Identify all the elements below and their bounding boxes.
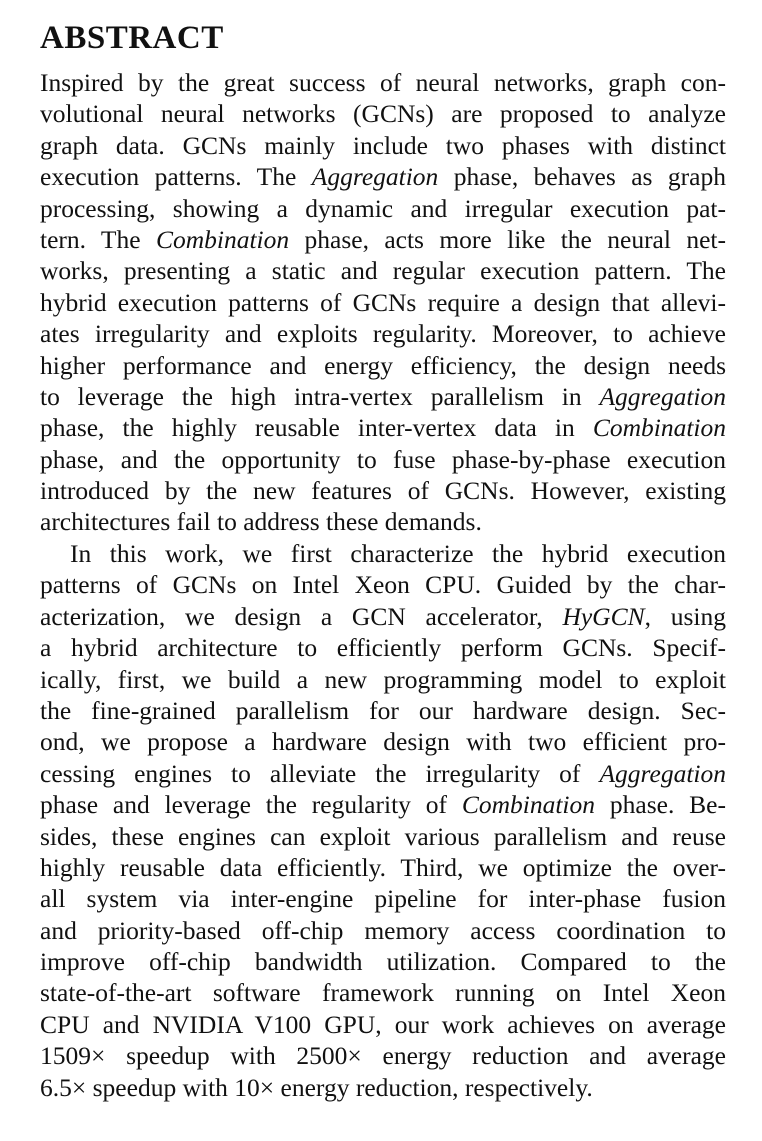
text-line — [40, 632, 726, 663]
text-line — [40, 350, 726, 381]
text-run: volutional neural networks (GCNs) are proposed to analyze — [40, 99, 726, 129]
italic-term: Aggregation — [311, 162, 439, 192]
text-run: cessing engines to alleviate the irregularity of — [40, 758, 600, 788]
text-line — [40, 193, 726, 224]
abstract-paragraph-2 — [40, 538, 726, 1103]
italic-term: HyGCN — [562, 601, 645, 631]
text-line — [40, 412, 726, 443]
text-run: architectures fail to address these demands. — [40, 507, 482, 537]
text-line — [40, 915, 726, 946]
text-line — [40, 883, 726, 914]
text-run: phase, acts more like the neural net- — [289, 224, 726, 254]
abstract-paragraph-1 — [40, 67, 726, 538]
text-run: In this work, we first characterize the hybrid execution — [70, 539, 726, 568]
text-line — [40, 664, 726, 695]
text-line — [40, 1009, 726, 1040]
italic-term: Combination — [155, 224, 290, 254]
text-line — [40, 1040, 726, 1071]
text-run: phase and leverage the regularity of — [40, 790, 462, 820]
text-run: 6.5× speedup with 10× energy reduction, respectively. — [40, 1072, 593, 1102]
text-run: hybrid execution patterns of GCNs require a design that allevi- — [40, 287, 726, 317]
text-run: phase. Be- — [595, 790, 726, 820]
text-run: Inspired by the great success of neural networks, graph con- — [40, 68, 726, 97]
text-run: phase, the highly reusable inter-vertex data in — [40, 413, 593, 443]
text-run: ates irregularity and exploits regularity. Moreover, to achieve — [40, 319, 726, 349]
text-run: improve off-chip bandwidth utilization. Compared to the — [40, 947, 726, 977]
text-run: to leverage the high intra-vertex parallelism in — [40, 381, 600, 411]
text-line — [40, 98, 726, 129]
italic-term: Aggregation — [599, 758, 726, 788]
text-line — [40, 726, 726, 757]
text-line — [40, 475, 726, 506]
text-run: graph data. GCNs mainly include two phases with distinct — [40, 130, 726, 160]
text-run: works, presenting a static and regular execution pattern. The — [40, 256, 726, 286]
text-run: and priority-based off-chip memory access coordination to — [40, 915, 726, 945]
text-run: CPU and NVIDIA V100 GPU, our work achieves on average — [40, 1009, 726, 1039]
italic-term: Aggregation — [599, 381, 726, 411]
text-run: execution patterns. The — [40, 162, 312, 192]
italic-term: Combination — [592, 413, 726, 443]
text-run: acterization, we design a GCN accelerator, — [40, 601, 563, 631]
text-run: ond, we propose a hardware design with two efficient pro- — [40, 727, 726, 757]
text-run: state-of-the-art software framework running on Intel Xeon — [40, 978, 726, 1008]
text-line — [40, 1072, 726, 1103]
text-run: processing, showing a dynamic and irregular execution pat- — [40, 193, 726, 223]
text-run: all system via inter-engine pipeline for inter-phase fusion — [40, 884, 726, 914]
text-line — [40, 789, 726, 820]
text-run: 1509× speedup with 2500× energy reduction and average — [40, 1041, 726, 1071]
text-run: a hybrid architecture to efficiently perform GCNs. Specif- — [40, 633, 726, 663]
text-line — [40, 255, 726, 286]
text-line — [40, 381, 726, 412]
text-run: , using — [644, 601, 726, 631]
text-line — [40, 287, 726, 318]
text-line — [40, 852, 726, 883]
text-line — [40, 444, 726, 475]
text-line — [40, 695, 726, 726]
text-line — [40, 758, 726, 789]
text-line — [40, 977, 726, 1008]
text-run: highly reusable data efficiently. Third, we optimize the over- — [40, 852, 726, 882]
text-line — [40, 821, 726, 852]
italic-term: Combination — [461, 790, 596, 820]
text-line — [40, 601, 726, 632]
text-line — [40, 224, 726, 255]
text-line — [40, 946, 726, 977]
text-run: phase, and the opportunity to fuse phase-by-phase execution — [40, 444, 726, 474]
text-line — [40, 538, 726, 569]
text-line — [40, 569, 726, 600]
text-run: ically, first, we build a new programming model to exploit — [40, 664, 726, 694]
text-run: phase, behaves as graph — [438, 162, 726, 192]
text-line — [40, 506, 726, 537]
text-line — [40, 318, 726, 349]
text-line — [40, 130, 726, 161]
text-run: the fine-grained parallelism for our hardware design. Sec- — [40, 695, 726, 725]
text-run: introduced by the new features of GCNs. However, existing — [40, 476, 726, 506]
text-run: tern. The — [40, 224, 156, 254]
text-line — [40, 67, 726, 98]
abstract-heading: ABSTRACT — [40, 20, 224, 56]
text-run: sides, these engines can exploit various parallelism and reuse — [40, 821, 726, 851]
text-run: higher performance and energy efficiency, the design needs — [40, 350, 726, 380]
text-run: patterns of GCNs on Intel Xeon CPU. Guided by the char- — [40, 570, 726, 600]
text-line — [40, 161, 726, 192]
